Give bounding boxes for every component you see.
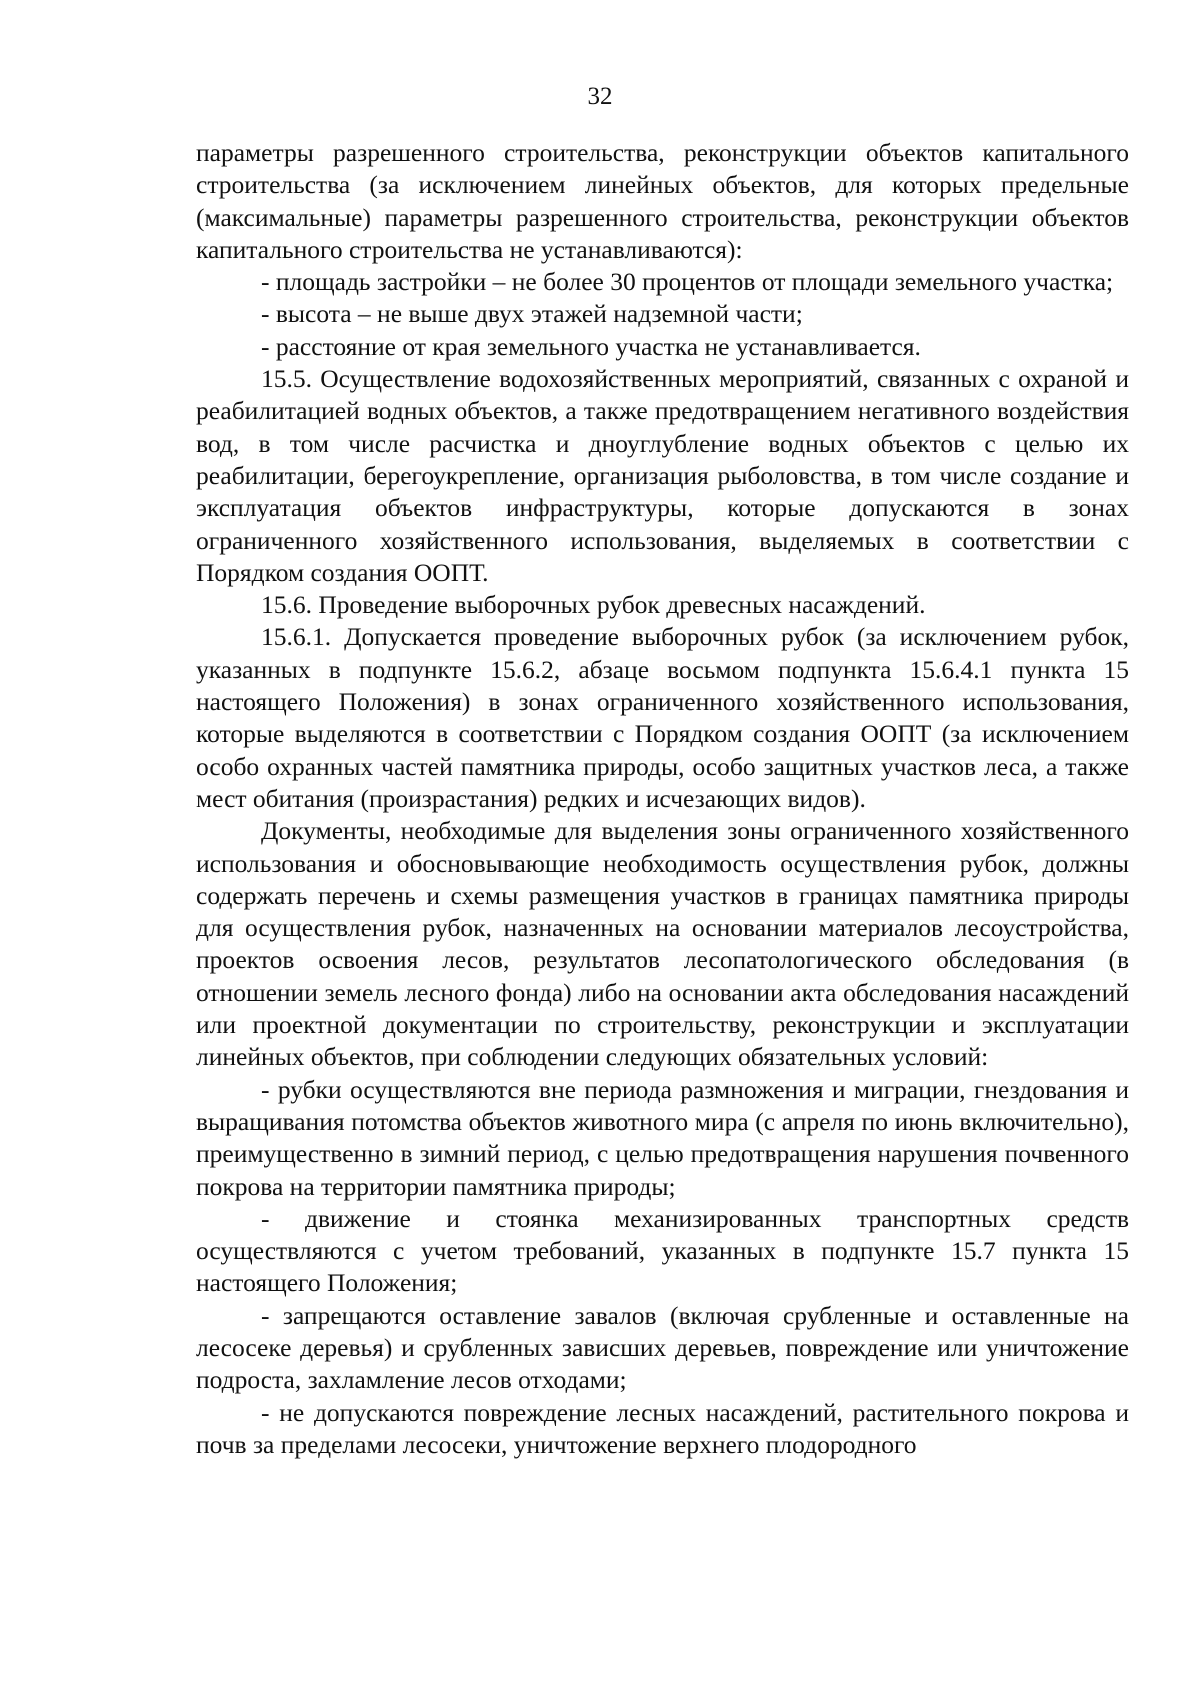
- paragraph-cutting-period: - рубки осуществляются вне периода размножения и миграции, гнездования и выращивания потомства объектов животного мира (с апреля по июнь включительно), преимущественно в зимний период, с целью предотвращения нарушения почвенного покрова на территории памятника природы;: [196, 1074, 1129, 1201]
- paragraph-vehicles: - движение и стоянка механизированных транспортных средств осуществляются с учетом требований, указанных в подпункте 15.7 пункта 15 настоящего Положения;: [196, 1203, 1129, 1298]
- page-number: 32: [587, 83, 613, 110]
- paragraph-height: - высота – не выше двух этажей надземной части;: [261, 299, 803, 329]
- paragraph-building-area: - площадь застройки – не более 30 процентов от площади земельного участка;: [261, 267, 1114, 297]
- paragraph-15-6: 15.6. Проведение выборочных рубок древесных насаждений.: [261, 590, 926, 620]
- paragraph-continuation: параметры разрешенного строительства, реконструкции объектов капитального строительства (за исключением линейных объектов, для которых предельные (максимальные) параметры разрешенного строительства, реконструкции объектов капитального строительства не устанавливаются):: [196, 138, 1129, 264]
- paragraph-distance: - расстояние от края земельного участка не устанавливается.: [261, 331, 921, 361]
- paragraph-prohibitions: - запрещаются оставление завалов (включая срубленные и оставленные на лесосеке деревья) и срубленных зависших деревьев, повреждение или уничтожение подроста, захламление лесов отходами;: [196, 1300, 1129, 1395]
- paragraph-damage: - не допускаются повреждение лесных насаждений, растительного покрова и почв за пределами лесосеки, уничтожение верхнего плодородного: [196, 1397, 1129, 1459]
- document-body: [196, 137, 1129, 1461]
- paragraph-15-6-1: 15.6.1. Допускается проведение выборочных рубок (за исключением рубок, указанных в подпункте 15.6.2, абзаце восьмом подпункта 15.6.4.1 пункта 15 настоящего Положения) в зонах ограниченного хозяйственного использования, которые выделяются в соответствии с Порядком создания ООПТ (за исключением особо охранных частей памятника природы, особо защитных участков леса, а также мест обитания (произрастания) редких и исчезающих видов).: [196, 622, 1129, 813]
- paragraph-15-5: 15.5. Осуществление водохозяйственных мероприятий, связанных с охраной и реабилитацией водных объектов, а также предотвращением негативного воздействия вод, в том числе расчистка и дноуглубление водных объектов с целью их реабилитации, берегоукрепление, организация рыболовства, в том числе создание и эксплуатация объектов инфраструктуры, которые допускаются в зонах ограниченного хозяйственного использования, выделяемых в соответствии с Порядком создания ООПТ.: [196, 364, 1129, 587]
- paragraph-documents: Документы, необходимые для выделения зоны ограниченного хозяйственного использования и обосновывающие необходимость осуществления рубок, должны содержать перечень и схемы размещения участков в границах памятника природы для осуществления рубок, назначенных на основании материалов лесоустройства, проектов освоения лесов, результатов лесопатологического обследования (в отношении земель лесного фонда) либо на основании акта обследования насаждений или проектной документации по строительству, реконструкции и эксплуатации линейных объектов, при соблюдении следующих обязательных условий:: [196, 816, 1129, 1072]
